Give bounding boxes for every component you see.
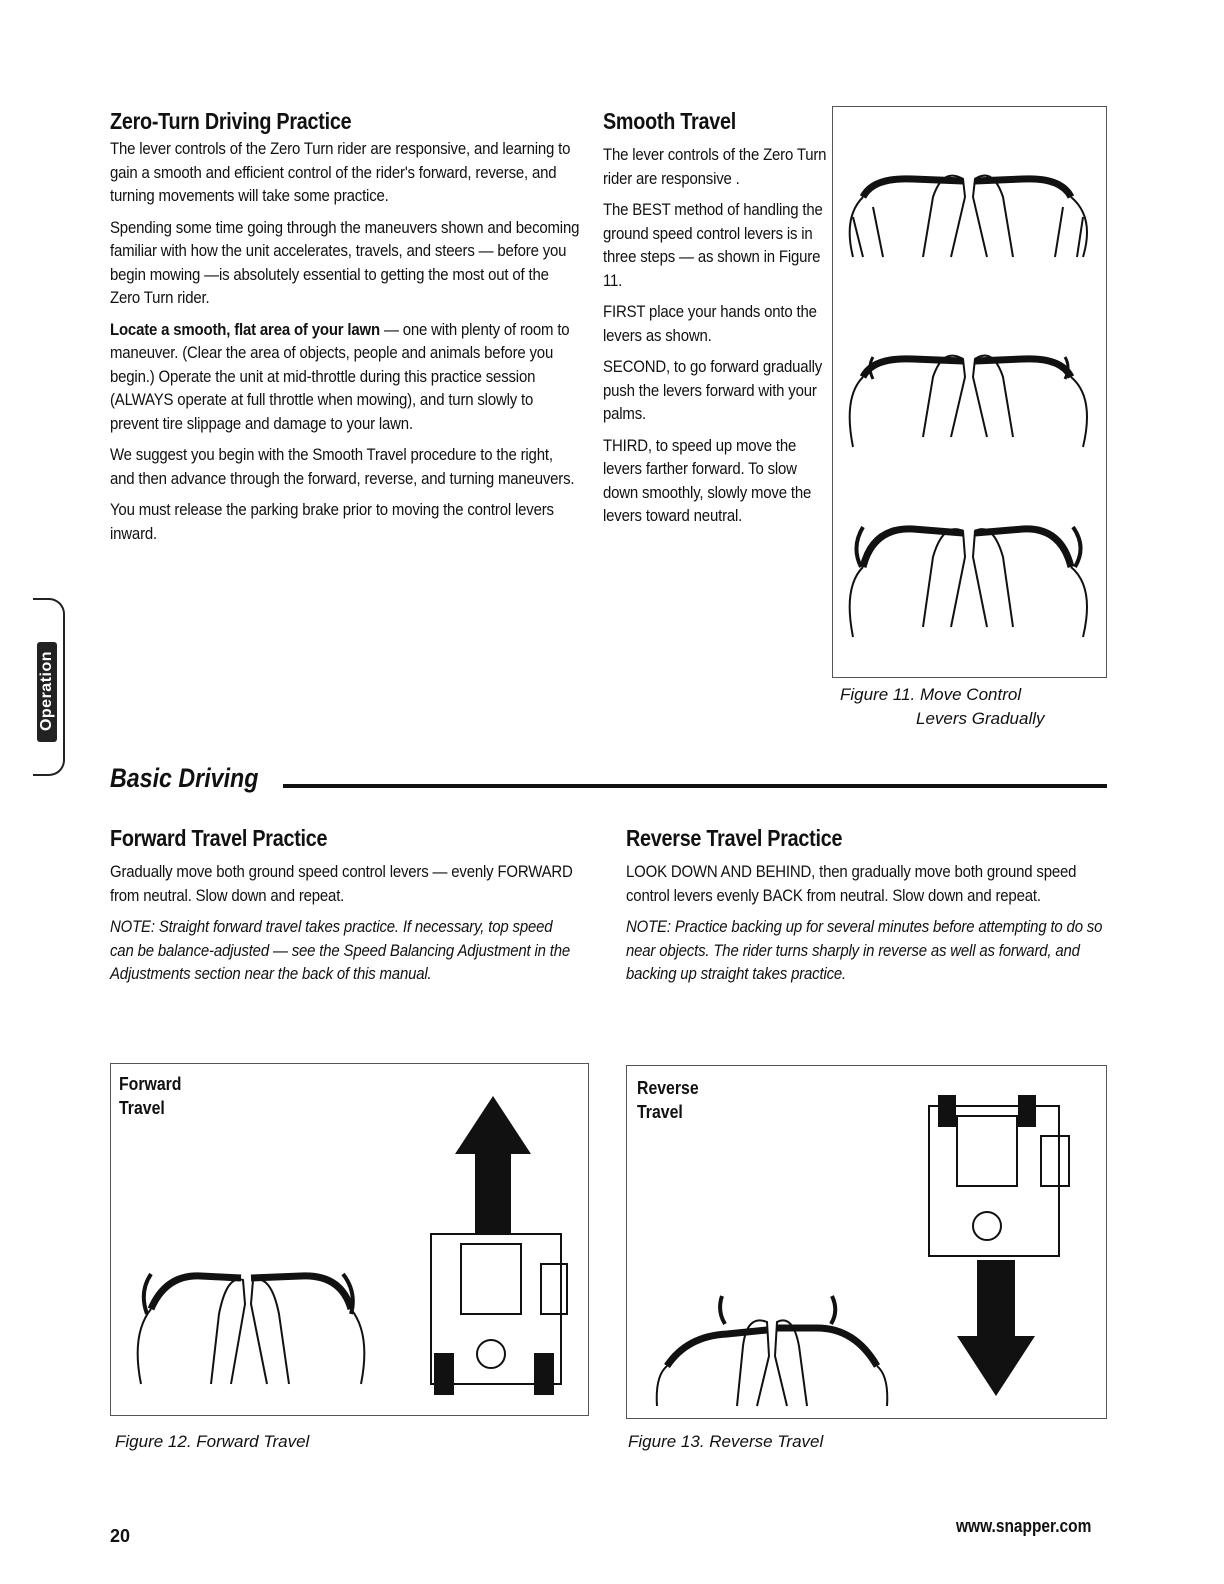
hands-step-3 [850,527,1087,637]
reverse-travel-heading: Reverse Travel Practice [626,825,843,851]
zero-turn-section [110,108,580,553]
zero-turn-p5: You must release the parking brake prior to moving the control levers inward. [110,500,554,543]
smooth-travel-section [603,108,831,536]
figure-12-caption: Figure 12. Forward Travel [115,1432,310,1451]
figure-11-caption-2: Levers Gradually [916,709,1045,728]
section-rule [283,784,1107,788]
zero-turn-p1: The lever controls of the Zero Turn rider are responsive, and learning to gain a smooth and efficient control of the rider's forward, reverse, and turning movements will take some practice. [110,139,571,205]
figure-13-label-2: Travel [637,1102,683,1122]
smooth-travel-heading: Smooth Travel [603,108,736,134]
forward-travel-section [110,825,580,994]
smooth-travel-p3: FIRST place your hands onto the levers as shown. [603,302,817,345]
figure-12-label-2: Travel [119,1098,165,1118]
hands-step-1 [850,176,1087,257]
reverse-travel-illustration [627,1066,1105,1417]
smooth-travel-p4: SECOND, to go forward gradually push the levers forward with your palms. [603,357,823,423]
reverse-travel-note [626,915,1105,986]
mower-top-view-reverse [929,1096,1069,1256]
page-number: 20 [110,1526,131,1546]
website-link[interactable]: www.snapper.com [956,1516,1092,1536]
figure-11-box [832,106,1107,678]
reverse-arrow-icon [957,1260,1035,1396]
mower-top-view-forward [431,1234,567,1394]
zero-turn-p3-bold: Locate a smooth, flat area of your lawn [110,319,380,339]
zero-turn-p4: We suggest you begin with the Smooth Travel procedure to the right, and then advance through the forward, reverse, and turning maneuvers. [110,445,575,488]
reverse-travel-note-text: NOTE: Practice backing up for several minutes before attempting to do so near objects. The rider turns sharply in reverse as well as forward, and backing up straight takes practice. [626,917,1103,983]
zero-turn-heading: Zero-Turn Driving Practice [110,108,352,134]
figure-13-box [626,1065,1107,1419]
hands-step-2 [850,356,1087,447]
section-title: Basic Driving [110,763,259,793]
forward-travel-note [110,915,578,986]
smooth-travel-p1: The lever controls of the Zero Turn rider are responsive . [603,145,827,188]
figure-13-caption: Figure 13. Reverse Travel [628,1432,824,1451]
reverse-travel-section [626,825,1106,994]
zero-turn-p3 [110,318,580,436]
forward-travel-illustration [111,1064,587,1414]
forward-travel-note-text: NOTE: Straight forward travel takes practice. If necessary, top speed can be balance-adjusted — see the Speed Balancing Adjustment in the Adjustments section near the back of this manual. [110,917,571,983]
zero-turn-p2: Spending some time going through the maneuvers shown and becoming familiar with how the unit accelerates, travels, and steers — before you begin mowing —is absolutely essential to getting the most out of the Zero Turn rider. [110,217,580,307]
figure-11-caption-1: Figure 11. Move Control [840,685,1022,704]
forward-travel-heading: Forward Travel Practice [110,825,328,851]
side-tab-label: Operation [38,650,55,732]
zero-turn-p3-rest: — one with plenty of room to maneuver. (Clear the area of objects, people and animals before you begin.) Operate the unit at mid-throttle during this practice session (ALWAYS operate at full throttle when mowing), and turn slowly to prevent tire slippage and damage to your lawn. [110,319,570,433]
figure-13-label-1: Reverse [637,1078,699,1098]
figure-12-box [110,1063,589,1416]
side-tab [33,598,65,776]
forward-travel-p1: Gradually move both ground speed control levers — evenly FORWARD from neutral. Slow down and repeat. [110,862,573,905]
smooth-travel-p5: THIRD, to speed up move the levers farther forward. To slow down smoothly, slowly move the levers toward neutral. [603,435,812,525]
reverse-travel-p1: LOOK DOWN AND BEHIND, then gradually move both ground speed control levers evenly BACK from neutral. Slow down and repeat. [626,862,1077,905]
smooth-travel-p2: The BEST method of handling the ground speed control levers is in three steps — as shown in Figure 11. [603,200,823,290]
lever-hands-illustration [833,107,1105,675]
figure-12-label-1: Forward [119,1074,182,1094]
